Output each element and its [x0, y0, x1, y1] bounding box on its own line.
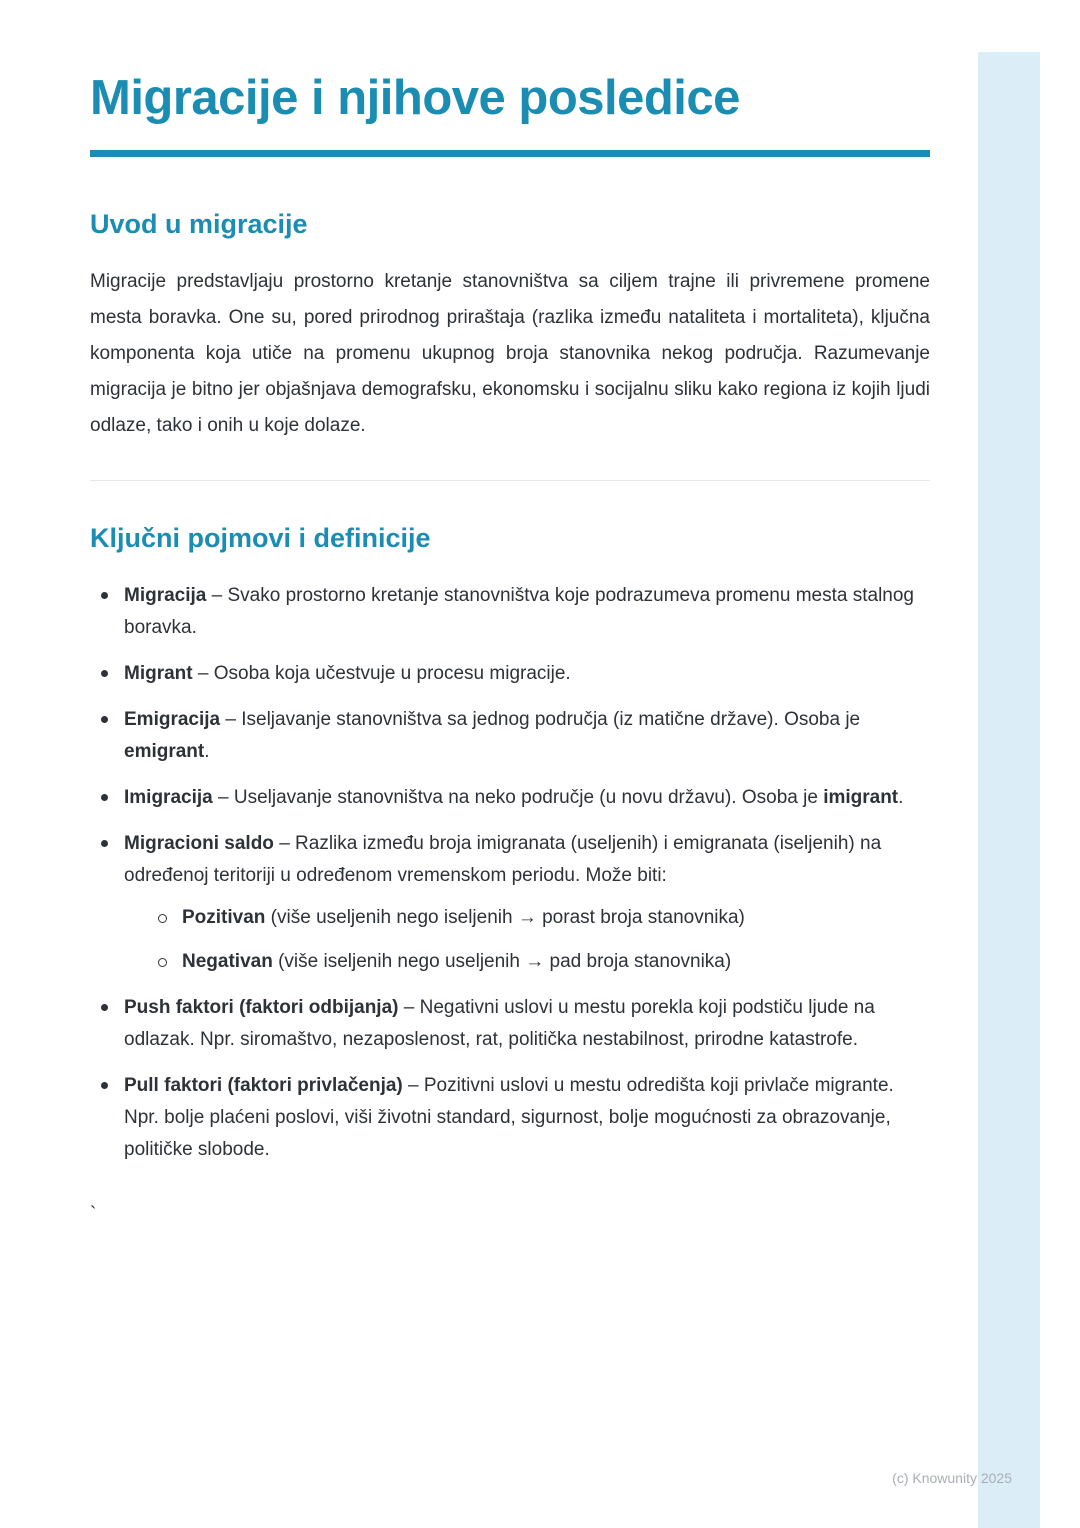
- term-desc-after: .: [898, 786, 904, 808]
- footer-credit: (c) Knowunity 2025: [892, 1470, 1012, 1486]
- term-desc: Pozitivni uslovi u mestu odredišta koji privlače migrante. Npr. bolje plaćeni poslovi, viši životni standard, sigurnost, bolje mogućnosti za obrazovanje, političke slobode.: [124, 1074, 894, 1160]
- term-item-migrant: [90, 658, 930, 690]
- title-underline: [90, 150, 930, 157]
- term-item-migracija: [90, 580, 930, 644]
- term-desc-after: .: [204, 740, 210, 762]
- saldo-sublist: [156, 902, 930, 978]
- term-name: Push faktori (faktori odbijanja): [124, 996, 399, 1018]
- subitem-pozitivan: [156, 902, 930, 934]
- term-separator: –: [273, 832, 296, 854]
- term-name: Imigracija: [124, 786, 213, 808]
- term-bold-word: imigrant: [823, 786, 899, 808]
- terms-list: [90, 580, 930, 1166]
- term-name: Migrant: [124, 662, 193, 684]
- section-heading-intro: Uvod u migracije: [90, 208, 308, 239]
- term-name: Emigracija: [124, 708, 221, 730]
- term-separator: –: [220, 708, 242, 730]
- section-divider: [90, 480, 930, 481]
- term-item-pull-faktori: [90, 1070, 930, 1166]
- subterm-desc: (više useljenih nego iseljenih → porast broja stanovnika): [265, 906, 745, 928]
- term-desc: Razlika između broja imigranata (useljenih) i emigranata (iseljenih) na određenoj teritoriji u određenom vremenskom periodu. Može biti:: [124, 832, 882, 886]
- term-separator: –: [402, 1074, 424, 1096]
- subterm-name: Pozitivan: [182, 906, 266, 928]
- term-bold-word: emigrant: [124, 740, 205, 762]
- term-desc: Negativni uslovi u mestu porekla koji podstiču ljude na odlazak. Npr. siromaštvo, nezaposlenost, rat, politička nestabilnost, prirodne katastrofe.: [124, 996, 875, 1050]
- term-desc: Useljavanje stanovništva na neko područje (u novu državu). Osoba je: [233, 786, 824, 808]
- document-content: [90, 0, 930, 1226]
- intro-paragraph: Migracije predstavljaju prostorno kretanje stanovništva sa ciljem trajne ili privremene promene mesta boravka. One su, pored prirodnog priraštaja (razlika između nataliteta i mortaliteta), ključna komponenta koja utiče na promenu ukupnog broja stanovnika nekog područja. Razumevanje migracija je bitno jer objašnjava demografsku, ekonomsku i socijalnu sliku kako regiona iz kojih ljudi odlaze, tako i onih u koje dolaze.: [90, 270, 930, 436]
- term-desc: Iseljavanje stanovništva sa jednog područja (iz matične države). Osoba je: [241, 708, 861, 730]
- term-desc: Osoba koja učestvuje u procesu migracije.: [213, 662, 571, 684]
- term-name: Migracija: [124, 584, 207, 606]
- subitem-negativan: [156, 946, 930, 978]
- term-item-imigracija: [90, 782, 930, 814]
- term-separator: –: [206, 584, 228, 606]
- term-separator: –: [192, 662, 214, 684]
- section-heading-terms: Ključni pojmovi i definicije: [90, 522, 431, 553]
- stray-backtick: `: [90, 1203, 97, 1225]
- term-desc: Svako prostorno kretanje stanovništva koje podrazumeva promenu mesta stalnog boravka.: [124, 584, 914, 638]
- subterm-desc: (više iseljenih nego useljenih → pad broja stanovnika): [272, 950, 732, 972]
- term-item-emigracija: [90, 704, 930, 768]
- term-separator: –: [398, 996, 420, 1018]
- term-item-push-faktori: [90, 992, 930, 1056]
- page-edge-stripe: [978, 52, 1040, 1528]
- subterm-name: Negativan: [182, 950, 273, 972]
- term-name: Pull faktori (faktori privlačenja): [124, 1074, 403, 1096]
- term-name: Migracioni saldo: [124, 832, 274, 854]
- term-item-migracioni-saldo: [90, 828, 930, 978]
- page-title: Migracije i njihove posledice: [90, 71, 740, 125]
- term-separator: –: [212, 786, 234, 808]
